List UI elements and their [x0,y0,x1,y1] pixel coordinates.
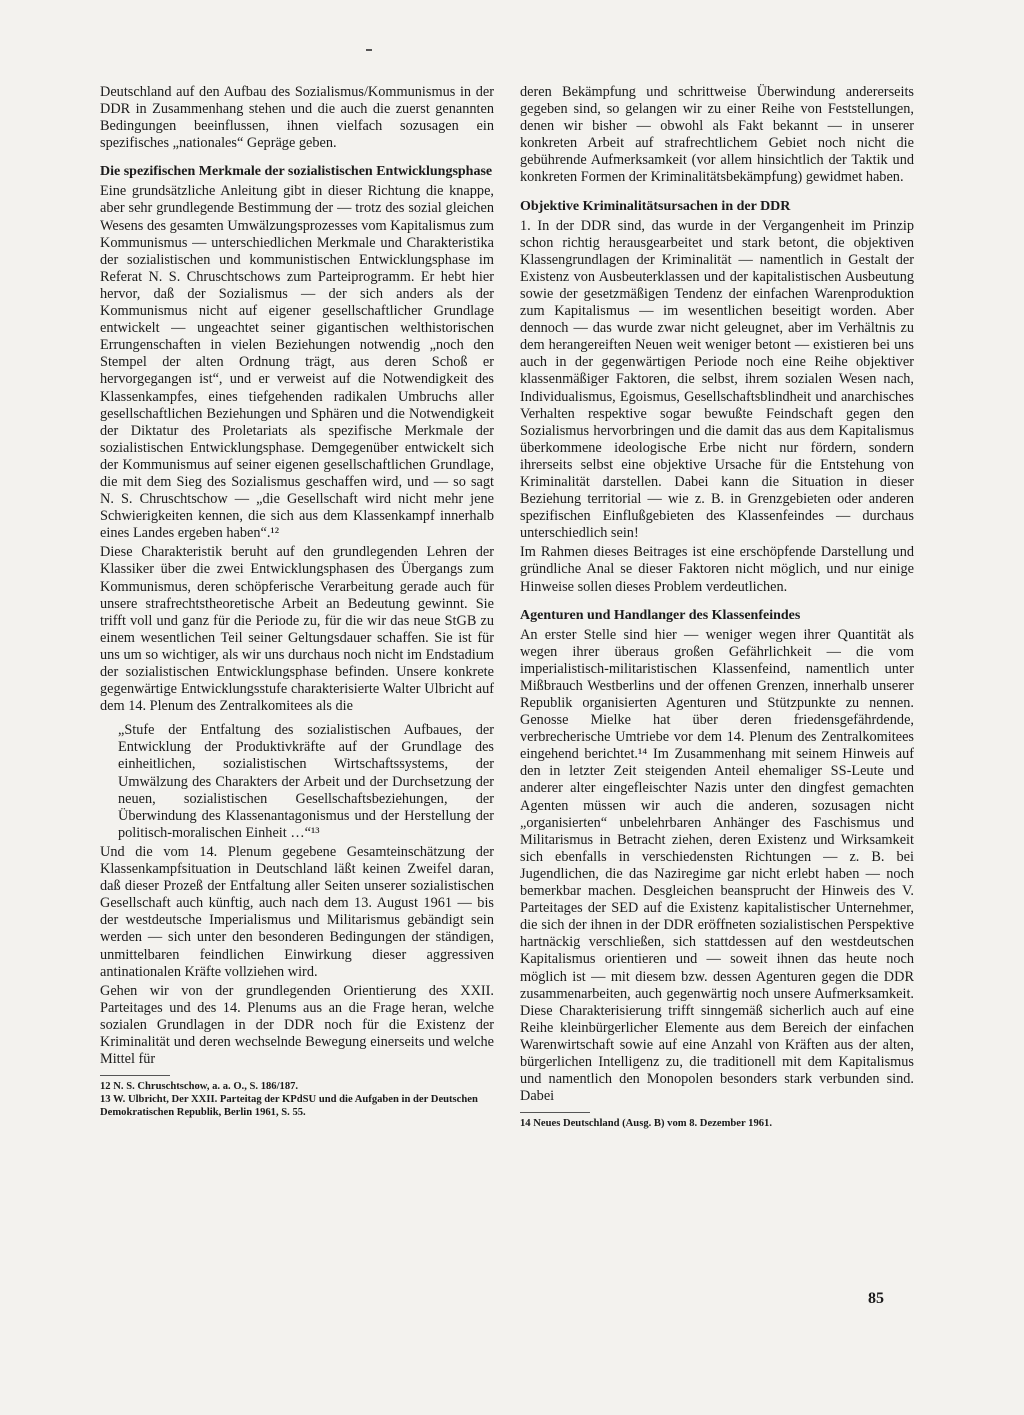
left-footnotes [100,1080,494,1119]
paragraph-agencies: An erster Stelle sind hier — weniger wegen ihrer Quantität als wegen ihrer überaus großen Gefährlichkeit — die vom imperialistisch-militaristischen Klassenfeind, namentlich unter Mißbrauch Westberlins und der offenen Grenzen, innerhalb unserer Republik organisierten Agenturen und Stützpunkte zu nennen. Genosse Mielke hat über deren friedensgefährdende, verbrecherische Umtriebe vor dem 14. Plenum des Zentralkomitees eingehend berichtet.¹⁴ Im Zusammenhang mit seinem Hinweis auf den in letzter Zeit steigenden Anteil ehemaliger SS-Leute und anderer alter eingefleischter Nazis unter den dingfest gemachten Agenten müssen wir auch die anderen, sozusagen nicht „organisierten“ unbelehrbaren Anhänger des Faschismus und Militarismus in Betracht ziehen, deren Existenz und Wirksamkeit sich ebenfalls in verschiedensten Richtungen — z. B. bei Jugendlichen, die das Naziregime gar nicht erlebt haben — noch bemerkbar machen. Desgleichen beansprucht der Hinweis des V. Parteitages der SED auf die Existenz kapitalistischer Unternehmer, die sich der ihnen in der DDR eröffneten sozialistischen Perspektive hartnäckig verschließen, sich stattdessen auf den westdeutschen Kapitalismus orientieren und — soweit ihnen das heute noch möglich ist — mit diesem bzw. dessen Agenturen gegen die DDR zusammenarbeiten, auch gegenwärtig noch unsere Aufmerksamkeit. Diese Charakterisierung trifft sinngemäß sicherlich auch auf eine Reihe kleinbürgerlicher Elemente aus dem Bereich der einfachen Warenwirtschaft sowie auf eine Anzahl von Kräften aus der alten, bürgerlichen Intelligenz zu, die traditionell mit dem Kapitalismus und namentlich den Monopolen besonders stark verbunden sind. Dabei [520,626,914,1105]
left-column [100,84,494,1119]
paragraph-guidance: Eine grundsätzliche Anleitung gibt in dieser Richtung die knappe, aber sehr grundlegende Bestimmung der — trotz des sozial gleichen Wesens des gesamten Umwälzungsprozesses vom Kapitalismus zum Kommunismus — unterschiedlichen Merkmale und Charakteristika der sozialistischen und kommunistischen Entwicklungsphase im Referat N. S. Chruschtschows zum Parteiprogramm. Er hebt hier hervor, daß der Sozialismus — der sich anders als der Kommunismus nicht auf eigener gesellschaftlicher Grundlage entwickelt — ungeachtet seiner gigantischen welthistorischen Errungenschaften in vielen Beziehungen notwendig „noch den Stempel der alten Ordnung trägt, aus deren Schoß er hervorgegangen ist“, und er verweist auf die Notwendigkeit des Klassenkampfes, eines tiefgehenden radikalen Umbruchs aller gesellschaftlichen Beziehungen und Sphären und die Notwendigkeit der Diktatur des Proletariats als spezifische Merkmale der sozialistischen Entwicklungsphase. Demgegenüber entwickelt sich der Kommunismus auf seiner eigenen gesellschaftlichen Grundlage, die mit dem Sieg des Sozialismus geschaffen wird, und — so sagt N. S. Chruschtschow — „die Gesellschaft wird nicht mehr jene Schwierigkeiten kennen, die sich aus dem Klassenkampf innerhalb eines Landes ergeben haben“.¹² [100,183,494,542]
paragraph-class-foundations: 1. In der DDR sind, das wurde in der Vergangenheit im Prinzip schon richtig herausgearbeitet und stark betont, die objektiven Klassengrundlagen der Kriminalität — namentlich in Gestalt der Existenz von Ausbeuterklassen und der kapitalistischen Ausbeutung sowie der gesetzmäßigen Tendenz der einfachen Warenproduktion zum Kapitalismus — im wesentlichen beseitigt worden. Aber dennoch — das wurde zwar nicht geleugnet, aber im Verhältnis zu dem herangereiften Neuen weit weniger betont — existieren bei uns auch in der gegenwärtigen Periode noch eine Reihe objektiver klassenmäßiger Faktoren, die selbst, ihrem sozialen Wesen nach, Individualismus, Egoismus, Gesellschaftsblindheit und anarchisches Verhalten respektive sogar bewußte Feindschaft gegen den Sozialismus hervorbringen und die damit das aus dem Kapitalismus überkommene ideologische Erbe nicht nur fördern, sondern ihrerseits selbst eine objektive Ursache für die Entstehung von Kriminalität darstellen. Dabei kann die Situation in dieser Beziehung territorial — wie z. B. in Grenzgebieten oder anderen spezifischen Einflußgebieten des Klassenfeindes — durchaus unterschiedlich sein! [520,217,914,542]
footnote-divider [520,1112,590,1113]
page-number: 85 [868,1290,884,1307]
scan-speck [366,49,372,51]
right-column [520,84,914,1130]
section-heading-specific-features: Die spezifischen Merkmale der sozialistischen Entwicklungsphase [100,164,493,180]
section-heading-agencies: Agenturen und Handlanger des Klassenfeindes [520,607,801,623]
section-heading-objective-causes: Objektive Kriminalitätsursachen in der DDR [520,198,791,214]
quote-text: „Stufe der Entfaltung des sozialistischen Aufbaues, der Entwicklung der Produktivkräfte auf der Grundlage des einheitlichen, sozialistischen Wirtschaftssystems, der Umwälzung des Charakters der Arbeit und der Durchsetzung der neuen, sozialistischen Gesellschaftsbeziehungen, der Überwindung des Klassenantagonismus und der Herstellung der politisch-moralischen Einheit …“¹³ [118,722,494,841]
right-footnotes [520,1117,914,1130]
paragraph-scope: Im Rahmen dieses Beitrages ist eine erschöpfende Darstellung und gründliche Anal se dieser Faktoren nicht möglich, und nur einige Hinweise sollen dieses Problem verdeutlichen. [520,544,914,595]
footnote-13: 13 W. Ulbricht, Der XXII. Parteitag der KPdSU und die Aufgaben in der Deutschen Demokratischen Republik, Berlin 1961, S. 55. [100,1094,478,1119]
left-intro-paragraph: Deutschland auf den Aufbau des Sozialismus/Kommunismus in der DDR in Zusammenhang stehen und die auch die zuerst genannten Bedingungen beeinflussen, ihnen vielfach sozusagen ein spezifisches „nationales“ Gepräge geben. [100,84,494,152]
paragraph-plenum-assessment: Und die vom 14. Plenum gegebene Gesamteinschätzung der Klassenkampfsituation in Deutschland läßt keinen Zweifel daran, daß dieser Prozeß der Entfaltung aller Seiten unserer sozialistischen Gesellschaft auch künftig, auch nach dem 13. August 1961 — bis der westdeutsche Imperialismus und Militarismus gebändigt sein werden — sich unter den besonderen Bedingungen der ständigen, unmittelbaren feindlichen Einwirkung dieser aggressiven antinationalen Kräfte vollziehen wird. [100,843,494,980]
paragraph-orientation: Gehen wir von der grundlegenden Orientierung des XXII. Parteitages und des 14. Plenums aus an die Frage heran, welche sozialen Grundlagen in der DDR noch für die Existenz der Kriminalität und deren wechselnde Bewegung einerseits und welche Mittel für [100,982,494,1068]
footnote-12: 12 N. S. Chruschtschow, a. a. O., S. 186/187. [100,1081,299,1093]
right-intro-paragraph: deren Bekämpfung und schrittweise Überwindung andererseits gegeben sind, so gelangen wir zu einer Reihe von Feststellungen, denen wir bisher — obwohl als Fakt bekannt — in unserer konkreten Arbeit auf strafrechtlichem Gebiet noch nicht die gebührende Aufmerksamkeit (vor allem hinsichtlich der Taktik und konkreten Formen der Kriminalitätsbekämpfung) gewidmet haben. [520,84,914,186]
footnote-14: 14 Neues Deutschland (Ausg. B) vom 8. Dezember 1961. [520,1118,772,1130]
paragraph-characteristic: Diese Charakteristik beruht auf den grundlegenden Lehren der Klassiker über die zwei Entwicklungsphasen des Übergangs zum Kommunismus, deren schöpferische Verarbeitung gerade auch für unsere strafrechtstheoretische Arbeit an Bedeutung gewinnt. Sie trifft voll und ganz für die Periode zu, für die wir das neue StGB zu einem wesentlichen Teil seiner Geltungsdauer schaffen. Sie ist für uns um so wichtiger, als wir uns durchaus noch nicht im Endstadium der sozialistischen Entwicklungsphase befinden. Unsere konkrete gegenwärtige Entwicklungsstufe charakterisierte Walter Ulbricht auf dem 14. Plenum des Zentralkomitees als die [100,544,494,715]
footnote-divider [100,1075,170,1076]
ulbricht-quote [118,722,494,842]
